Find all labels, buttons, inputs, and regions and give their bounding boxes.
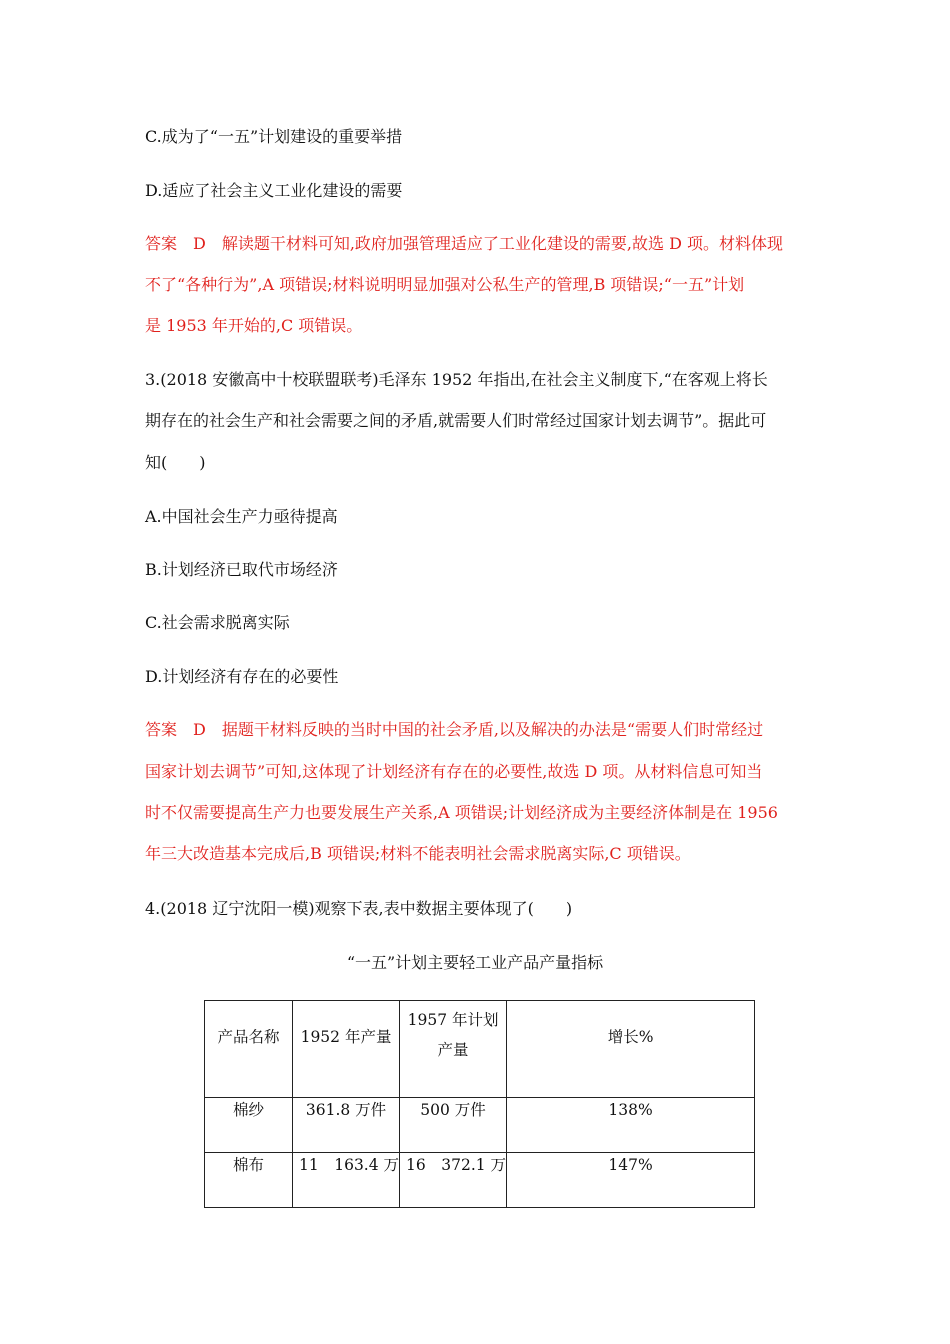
table-cell [507,1153,755,1208]
q3-option-a: A.中国社会生产力亟待提高 [145,507,338,526]
q3-answer-line-2: 国家计划去调节”可知,这体现了计划经济有存在的必要性,故选 D 项。从材料信息可知当 [145,762,763,781]
table-cell [400,1098,507,1153]
cell-1957: 500 万件 [420,1101,486,1119]
header-cell [507,1001,755,1098]
table-cell [400,1153,507,1208]
production-table [204,1000,755,1208]
table-row [205,1098,755,1153]
header-growth: 增长% [607,1028,654,1046]
q2-answer-line-3: 是 1953 年开始的,C 项错误。 [145,316,363,335]
q3-stem-line-2: 期存在的社会生产和社会需要之间的矛盾,就需要人们时常经过国家计划去调节”。据此可 [145,411,767,430]
cell-product: 棉布 [232,1156,264,1174]
header-1957-output: 产量 [437,1041,469,1059]
q3-stem-line-3: 知( ) [145,453,206,472]
q3-option-d: D.计划经济有存在的必要性 [145,667,339,686]
q3-option-c: C.社会需求脱离实际 [145,613,290,632]
table-cell [205,1153,293,1208]
table-row [205,1153,755,1208]
cell-1952: 11 163.4 万 [299,1156,400,1174]
header-cell [400,1001,507,1098]
header-1957-plan: 1957 年计划 [407,1011,499,1029]
q2-option-d: D.适应了社会主义工业化建设的需要 [145,181,403,200]
q3-answer-line-1: 答案 D 据题干材料反映的当时中国的社会矛盾,以及解决的办法是“需要人们时常经过 [145,720,764,739]
cell-1952: 361.8 万件 [305,1101,387,1119]
table-cell [205,1098,293,1153]
cell-1957: 16 372.1 万 [406,1156,507,1174]
q3-option-b: B.计划经济已取代市场经济 [145,560,338,579]
table-cell [507,1098,755,1153]
table-title: “一五”计划主要轻工业产品产量指标 [346,953,604,972]
table-cell [293,1098,400,1153]
table-cell [293,1153,400,1208]
q3-answer-line-3: 时不仅需要提高生产力也要发展生产关系,A 项错误;计划经济成为主要经济体制是在 1956 [145,803,778,822]
header-product-name: 产品名称 [217,1028,280,1046]
header-cell [293,1001,400,1098]
q3-answer-line-4: 年三大改造基本完成后,B 项错误;材料不能表明社会需求脱离实际,C 项错误。 [145,844,691,863]
cell-growth: 138% [608,1101,653,1119]
q4-stem: 4.(2018 辽宁沈阳一模)观察下表,表中数据主要体现了( ) [145,899,573,918]
cell-product: 棉纱 [232,1101,264,1119]
q2-option-c: C.成为了“一五”计划建设的重要举措 [145,127,403,146]
cell-growth: 147% [608,1156,653,1174]
header-cell [205,1001,293,1098]
q3-stem-line-1: 3.(2018 安徽高中十校联盟联考)毛泽东 1952 年指出,在社会主义制度下,“在客观上将长 [145,370,768,389]
q2-answer-line-1: 答案 D 解读题干材料可知,政府加强管理适应了工业化建设的需要,故选 D 项。材料体现 [145,234,784,253]
q2-answer-line-2: 不了“各种行为”,A 项错误;材料说明明显加强对公私生产的管理,B 项错误;“一五”计划 [145,275,745,294]
header-1952-output: 1952 年产量 [300,1028,392,1046]
table-header-row [205,1001,755,1098]
